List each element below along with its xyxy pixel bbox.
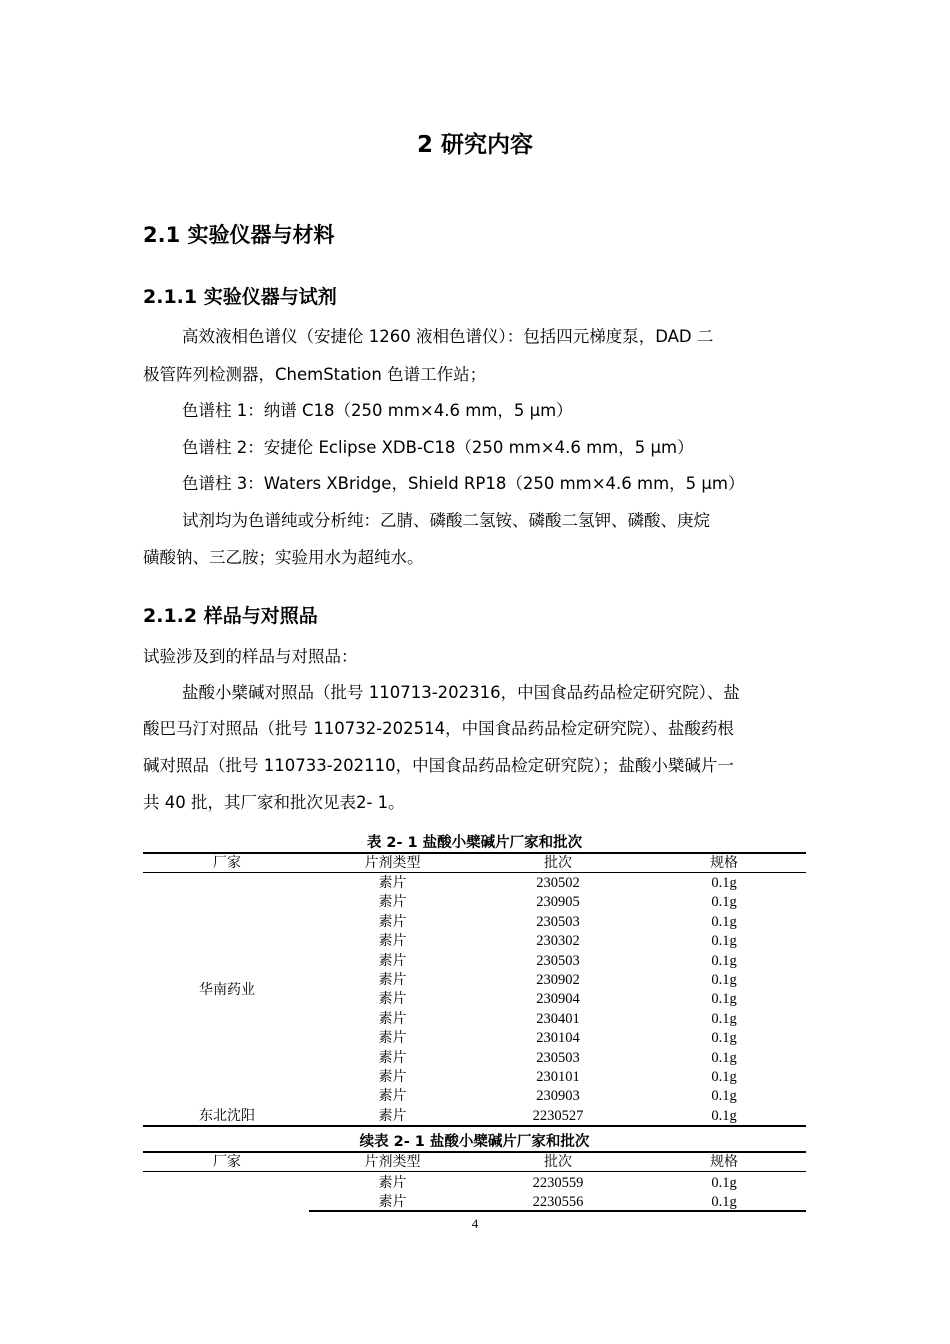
table-cell-batch: 230904 [536,991,580,1008]
table-cell-spec: 0.1g [711,1108,737,1124]
table-cell-batch: 230101 [536,1069,580,1085]
table-cell-type: 素片 [378,972,407,988]
table-header-rule [143,872,806,873]
table-cell-spec: 0.1g [711,1088,737,1105]
table-cell-type: 素片 [378,991,407,1008]
table-cont-caption: 续表 2- 1 盐酸小檗碱片厂家和批次 [359,1134,590,1150]
table-cell-batch: 230902 [536,972,580,988]
table-header-spec: 规格 [710,855,738,871]
table-cell-spec: 0.1g [711,1049,737,1066]
table-cell-batch: 2230556 [532,1194,584,1211]
table-cell-batch: 230503 [536,913,580,930]
column-2-text: 色谱柱 2：安捷伦 Eclipse XDB-C18（250 mm×4.6 mm，5 μm） [182,438,694,457]
samples-intro: 试验涉及到的样品与对照品： [143,647,358,666]
table-cell-batch: 230503 [536,952,580,969]
table-bottom-rule [143,1125,806,1127]
table-cell-type: 素片 [378,894,407,911]
column-3-text: 色谱柱 3：Waters XBridge，Shield RP18（250 mm×4.6 mm，5 μm） [182,474,745,493]
table-header-batch: 批次 [544,855,572,871]
reference-line4: 共 40 批，其厂家和批次见表2- 1。 [143,793,405,812]
table-cont-header-spec: 规格 [710,1154,738,1170]
table-cell-batch: 230903 [536,1088,580,1105]
table-cell-spec: 0.1g [711,991,737,1008]
table-cell-spec: 0.1g [711,1010,737,1027]
table-cont-header-maker: 厂家 [213,1154,241,1170]
table-cell-type: 素片 [378,1049,407,1066]
reference-line2: 酸巴马汀对照品（批号 110732-202514，中国食品药品检定研究院）、盐酸药根 [143,719,734,738]
table-cell-spec: 0.1g [711,1069,737,1085]
table-cell-batch: 230302 [536,933,580,950]
table-maker-group2: 东北沈阳 [199,1108,255,1124]
table-caption: 表 2- 1 盐酸小檗碱片厂家和批次 [366,835,583,851]
table-header-maker: 厂家 [213,855,241,871]
table-cell-spec: 0.1g [711,913,737,930]
table-cell-batch: 230503 [536,1049,580,1066]
table-cell-batch: 230905 [536,894,580,911]
paragraph-hplc-line1: 高效液相色谱仪（安捷伦 1260 液相色谱仪）：包括四元梯度泵，DAD 二 [182,327,714,346]
paragraph-hplc-line2: 极管阵列检测器，ChemStation 色谱工作站； [143,365,487,384]
table-cell-spec: 0.1g [711,952,737,969]
table-cell-batch: 2230559 [532,1175,584,1191]
table-cont-header-type: 片剂类型 [364,1154,421,1170]
table-cont-header-rule [143,1171,806,1172]
table-cell-type: 素片 [378,875,407,891]
section-heading-2-1-1: 2.1.1 实验仪器与试剂 [143,286,337,308]
table-cell-batch: 230502 [536,875,580,891]
table-cell-type: 素片 [378,1030,407,1047]
table-cell-spec: 0.1g [711,1194,737,1211]
table-cell-spec: 0.1g [711,933,737,950]
table-cell-batch: 2230527 [532,1108,584,1124]
column-1-text: 色谱柱 1：纳谱 C18（250 mm×4.6 mm，5 μm） [182,401,573,420]
table-cont-bottom-rule [309,1210,806,1212]
chapter-title: 2 研究内容 [416,132,533,158]
table-cell-batch: 230401 [536,1010,580,1027]
table-cell-spec: 0.1g [711,875,737,891]
table-cell-type: 素片 [378,933,407,950]
reference-line3: 碱对照品（批号 110733-202110，中国食品药品检定研究院）；盐酸小檗碱片一 [143,756,734,775]
table-header-type: 片剂类型 [364,855,421,871]
section-heading-2-1: 2.1 实验仪器与材料 [143,223,335,247]
table-cell-spec: 0.1g [711,972,737,988]
section-heading-2-1-2: 2.1.2 样品与对照品 [143,605,318,627]
table-cell-type: 素片 [378,1194,407,1211]
table-cell-type: 素片 [378,1175,407,1191]
table-cell-type: 素片 [378,913,407,930]
table-cell-spec: 0.1g [711,1030,737,1047]
table-cell-spec: 0.1g [711,1175,737,1191]
table-cont-header-batch: 批次 [544,1154,572,1170]
table-cell-type: 素片 [378,1088,407,1105]
reagents-line1: 试剂均为色谱纯或分析纯：乙腈、磷酸二氢铵、磷酸二氢钾、磷酸、庚烷 [182,511,710,530]
table-cell-type: 素片 [378,1010,407,1027]
table-cell-spec: 0.1g [711,894,737,911]
table-maker-group1: 华南药业 [199,982,255,998]
table-cell-type: 素片 [378,1108,407,1124]
table-cell-type: 素片 [378,952,407,969]
table-cell-batch: 230104 [536,1030,580,1047]
reagents-line2: 磺酸钠、三乙胺；实验用水为超纯水。 [143,548,424,567]
reference-line1: 盐酸小檗碱对照品（批号 110713-202316，中国食品药品检定研究院）、盐 [182,683,740,702]
page-number: 4 [471,1216,479,1231]
table-cell-type: 素片 [378,1069,407,1085]
